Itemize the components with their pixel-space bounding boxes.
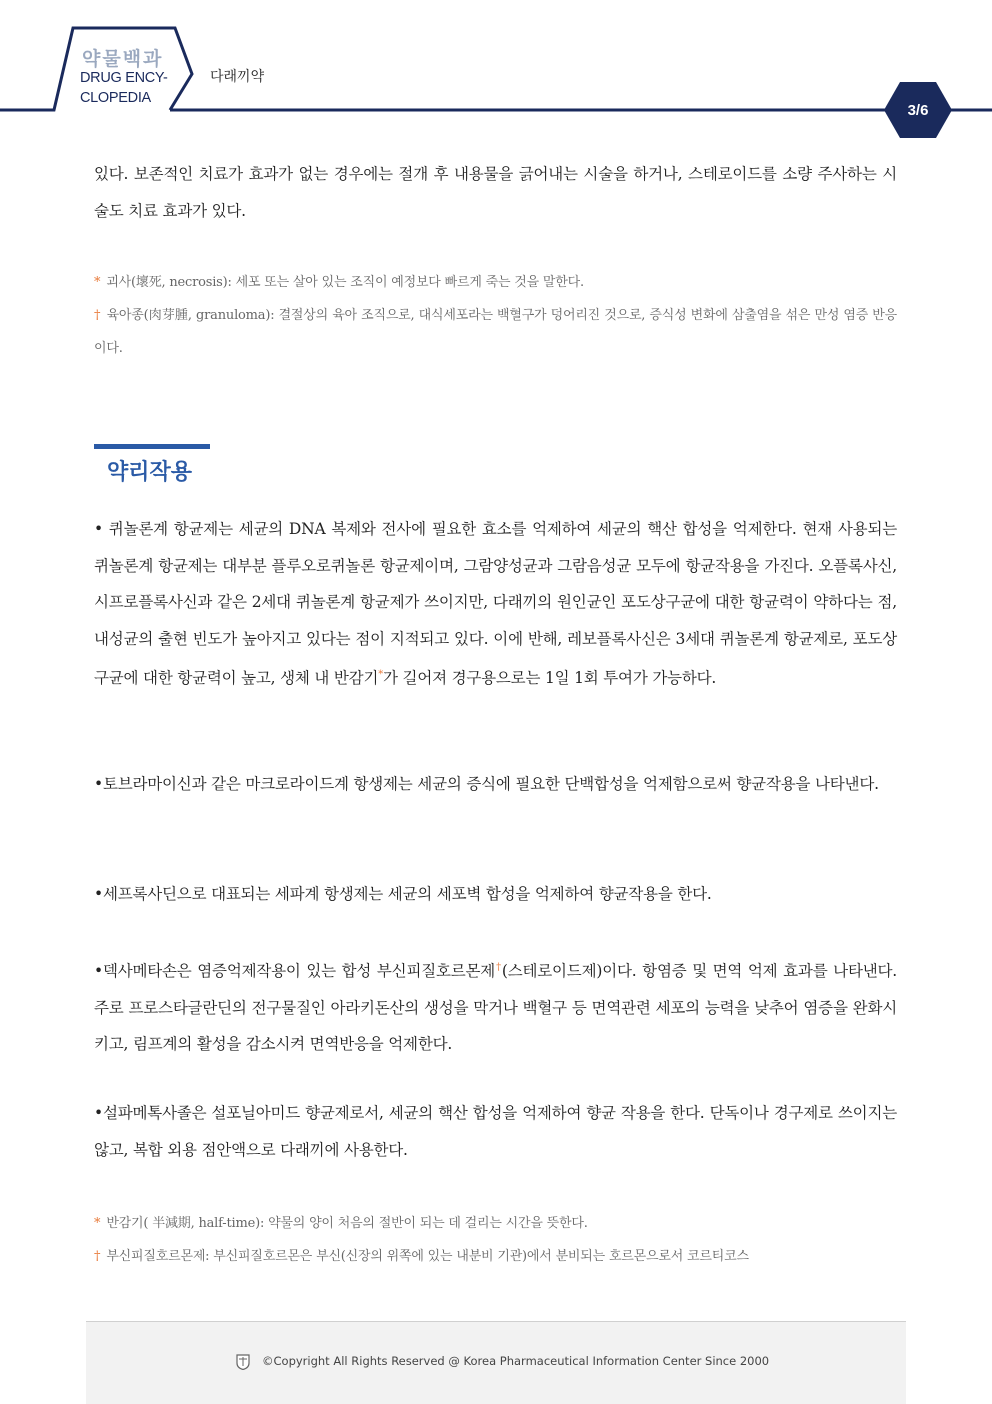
paragraph-text: (스테로이드제)이다. 항염증 및 면역 억제 효과를 나타낸다. 주로 프로스타글란딘의 전구물질인 아라키돈산의 생성을 막거나 백혈구 등 면역관련 세포의 능력을 낮추어 염증을 완화시키고, 림프계의 활성을 감소시켜 면역반응을 억제한다.: [94, 962, 898, 1054]
section-label: 다래끼약: [210, 69, 265, 85]
footnote-mark: *: [94, 1216, 101, 1231]
footnote-text: 괴사(壞死, necrosis): 세포 또는 살아 있는 조직이 예정보다 빠르게 죽는 것을 말한다.: [106, 275, 584, 290]
logo-english-line2: CLOPEDIA: [80, 90, 151, 106]
footnote-mark: †: [94, 1249, 101, 1264]
footnote-necrosis: [94, 266, 897, 299]
paragraph-tobramycin: •토브라마이신과 같은 마크로라이드계 항생제는 세균의 증식에 필요한 단백합성을 억제함으로써 향균작용을 나타낸다.: [94, 775, 879, 793]
paragraph-dexamethasone: [94, 950, 897, 1063]
footnote-granuloma: [94, 299, 897, 365]
footnote-mark: †: [94, 308, 101, 323]
logo-english: [80, 68, 180, 108]
page-number: 3/6: [907, 101, 929, 119]
footnote-mark: *: [94, 275, 101, 290]
crest-icon: [236, 1354, 250, 1370]
footnote-corticosteroid: [94, 1240, 897, 1273]
section-heading-bar: [94, 444, 210, 449]
paragraph-text: • 퀴놀론계 항균제는 세균의 DNA 복제와 전사에 필요한 효소를 억제하여 세균의 핵산 합성을 억제한다. 현재 사용되는 퀴놀론계 항균제는 대부분 플루오로퀴놀론 항균제이며, 그람양성균과 그람음성균 모두에 항균작용을 가진다. 오플록사신, 시프로플록사신과 같은 2세대 퀴놀론계 항균제가 쓰이지만, 다래끼의 원인균인 포도상구균에 대한 항균력이 약하다는 점, 내성균의 출현 빈도가 높아지고 있다는 점이 지적되고 있다. 이에 반해, 레보플록사신은 3세대 퀴놀론계 항균제로, 포도상구균에 대한 항균력이 높고, 생체 내 반감기: [94, 520, 897, 688]
paragraph-text: •덱사메타손은 염증억제작용이 있는 합성 부신피질호르몬제: [94, 962, 496, 981]
paragraph-quinolone: [94, 511, 897, 697]
footnote-text: 육아종(肉芽腫, granuloma): 결절상의 육아 조직으로, 대식세포라는 백혈구가 덩어리진 것으로, 증식성 변화에 삼출염을 섞은 만성 염증 반응이다.: [94, 308, 897, 356]
footnote-text: 반감기( 半減期, half-time): 약물의 양이 처음의 절반이 되는 데 걸리는 시간을 뜻한다.: [106, 1216, 588, 1231]
footnote-text: 부신피질호르몬제: 부신피질호르몬은 부신(신장의 위쪽에 있는 내분비 기관)에서 분비되는 호르몬으로서 코르티코스: [106, 1249, 749, 1264]
paragraph-sulfamethoxazole: •설파메톡사졸은 설포닐아미드 향균제로서, 세균의 핵산 합성을 억제하여 향균 작용을 한다. 단독이나 경구제로 쓰이지는 않고, 복합 외용 점안액으로 다래끼에 사용한다.: [94, 1104, 897, 1159]
logo-korean: 약물백과: [82, 48, 164, 70]
footnote-ref: †: [495, 962, 502, 973]
intro-paragraph: 있다. 보존적인 치료가 효과가 없는 경우에는 절개 후 내용물을 긁어내는 시술을 하거나, 스테로이드를 소량 주사하는 시술도 치료 효과가 있다.: [94, 165, 897, 220]
footer: [86, 1321, 906, 1404]
paragraph-cephalosporin: •세프록사딘으로 대표되는 세파계 항생제는 세균의 세포벽 합성을 억제하여 향균작용을 한다.: [94, 885, 712, 903]
footnote-ref: *: [378, 669, 384, 680]
paragraph-text: 가 길어져 경구용으로는 1일 1회 투여가 가능하다.: [383, 669, 717, 688]
section-heading: 약리작용: [107, 460, 193, 485]
copyright-text: ©Copyright All Rights Reserved @ Korea Pharmaceutical Information Center Since 2000: [262, 1354, 770, 1368]
logo-english-line1: DRUG ENCY-: [80, 70, 168, 86]
footnote-half-life: [94, 1207, 897, 1240]
